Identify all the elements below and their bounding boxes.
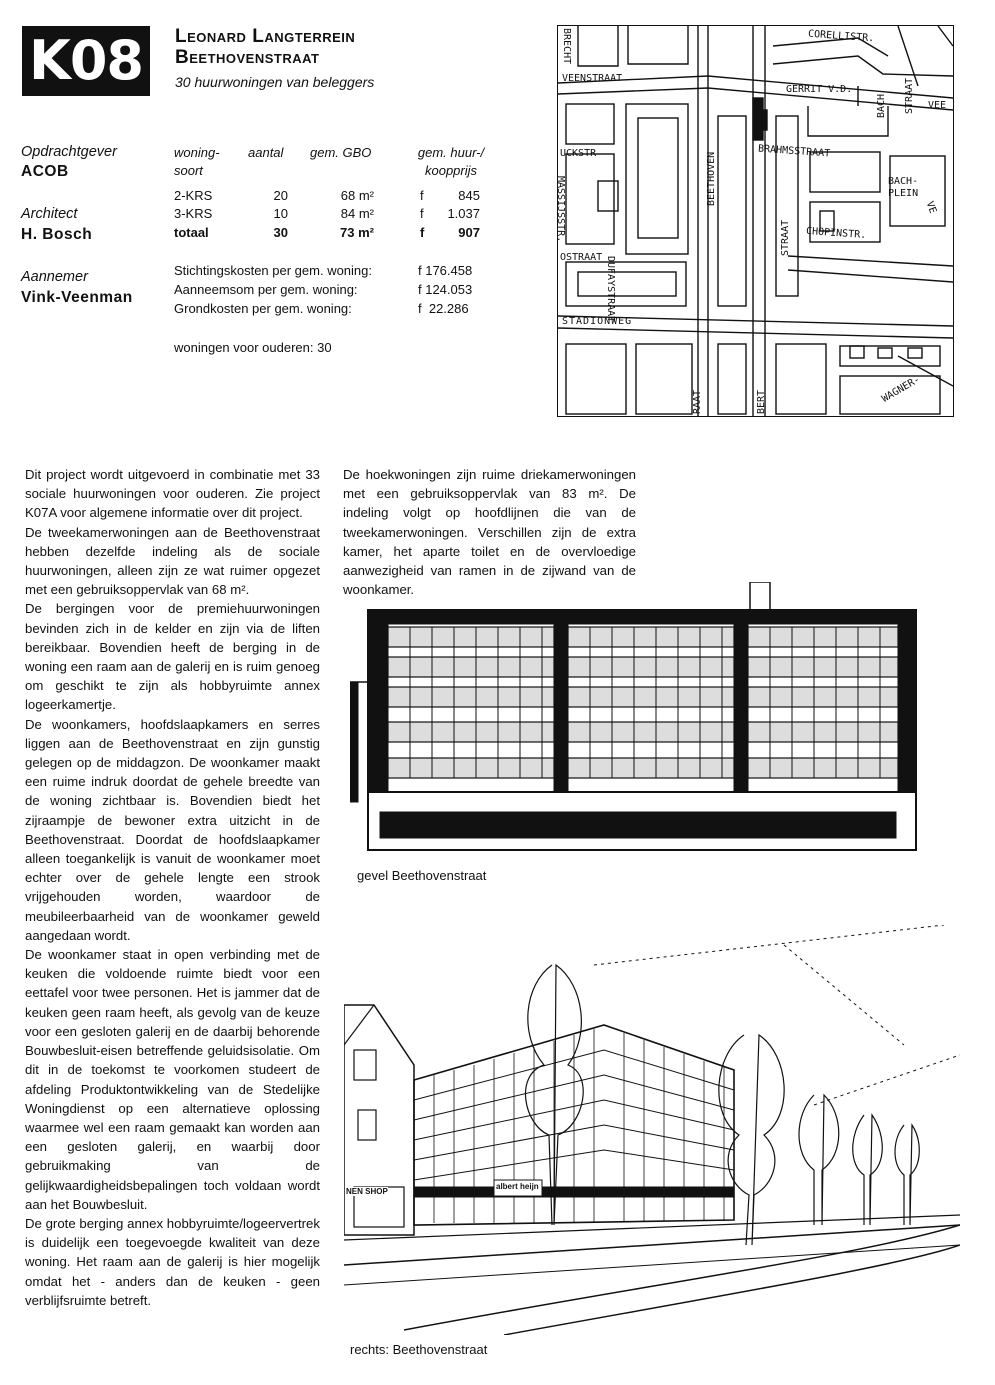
map-label-ve: VE: [923, 200, 939, 216]
row-area: 84 m²: [340, 206, 374, 221]
architect-name: H. Bosch: [21, 226, 93, 243]
map-label-raat: RAAT: [692, 389, 703, 414]
map-label-str: STRAAT: [780, 219, 791, 256]
map-label-corelli: CORELLISTR.: [807, 28, 875, 45]
row-rent: 845: [458, 188, 480, 203]
contractor-role: Aannemer: [21, 269, 88, 285]
site-map: [557, 25, 954, 417]
contractor-name: Vink-Veenman: [21, 289, 133, 306]
map-label-vee: VEE: [928, 100, 947, 111]
row-rent-total: 907: [458, 225, 480, 240]
body-paragraph: De bergingen voor de premiehuurwoningen bevinden zich in de kelder en zijn via de liften bereikbaar. Bovendien heeft de berging in de woning een raam aan de galerij en is ruim genoeg om geschikt te zijn als hobbyruimte annex logeerkamertje.: [25, 601, 320, 713]
row-rent: 1.037: [447, 206, 480, 221]
facade-drawing: [350, 582, 920, 857]
shop-sign-1: NEN SHOP: [346, 1187, 388, 1196]
cost-value: f 176.458: [418, 263, 473, 278]
row-type: 3-KRS: [174, 206, 213, 221]
map-label-bachplein-2: PLEIN: [888, 188, 919, 199]
map-label-chopin: CHOPINSTR.: [805, 225, 867, 242]
map-label-lock: UCKSTR: [560, 148, 597, 159]
body-column-2: [343, 465, 636, 599]
header-count: aantal: [248, 145, 284, 160]
map-label-beethoven: BEETHOVEN: [706, 151, 717, 206]
project-code-badge: K08: [22, 26, 150, 96]
row-type: 2-KRS: [174, 188, 213, 203]
map-label-dufay: DUFAYSTRAAT: [605, 256, 616, 323]
map-label-wagner: WAGNER-: [880, 374, 923, 405]
cost-label: Stichtingskosten per gem. woning:: [174, 263, 372, 278]
row-count: 10: [273, 206, 288, 221]
map-label-bert: BERT: [756, 389, 767, 414]
header-type: woning- soort: [174, 145, 220, 178]
perspective-drawing: [344, 925, 960, 1335]
map-label-stadionweg: STADIONWEG: [562, 316, 633, 327]
map-label-brecht: BRECHT: [561, 28, 572, 65]
title-line-1: Leonard Langterrein: [175, 26, 356, 47]
map-label-bachplein-1: BACH-: [888, 176, 919, 187]
architect-role: Architect: [21, 206, 78, 222]
row-area-total: 73 m²: [340, 225, 374, 240]
body-column-1: [25, 465, 320, 1310]
title-line-2: Beethovenstraat: [175, 47, 320, 68]
cost-label: Grondkosten per gem. woning:: [174, 301, 352, 316]
header-rent: gem. huur-/ koopprijs: [417, 145, 485, 178]
elderly-note: woningen voor ouderen: 30: [174, 340, 332, 355]
cost-value: f 22.286: [418, 301, 469, 316]
cost-label: Aanneemsom per gem. woning:: [174, 282, 358, 297]
client-role: Opdrachtgever: [21, 144, 117, 160]
cost-value: f 124.053: [418, 282, 473, 297]
body-paragraph: Dit project wordt uitgevoerd in combinatie met 33 sociale huurwoningen voor ouderen. Zie project K07A voor algemene informatie over dit project.: [25, 467, 320, 521]
map-label-gerrit: GERRIT V.D.: [786, 84, 853, 95]
map-label-brahms: BRAHMSSTRAAT: [757, 143, 831, 160]
row-currency: f: [420, 206, 424, 221]
body-paragraph: De grote berging annex hobbyruimte/logeervertrek is duidelijk een toegevoegde kwaliteit van deze woning. Het raam aan de galerij is hier mogelijk omdat het - anders dan de keuken - geen verblijfsruimte betreft.: [25, 1215, 320, 1308]
map-label-massijs: MASSIJSSTR.: [555, 176, 566, 243]
row-type-total: totaal: [174, 225, 209, 240]
row-area: 68 m²: [340, 188, 374, 203]
body-paragraph: De tweekamerwoningen aan de Beethovenstraat hebben dezelfde indeling als de sociale huurwoningen, alleen zijn ze wat ruimer opgezet met een gebruiksoppervlak van 68 m².: [25, 524, 320, 598]
row-currency-total: f: [420, 225, 425, 240]
page-subtitle: 30 huurwoningen van beleggers: [175, 74, 375, 90]
map-label-veenstraat: VEENSTRAAT: [562, 73, 623, 84]
client-name: ACOB: [21, 163, 69, 180]
map-label-straat: STRAAT: [904, 77, 915, 114]
header-area: gem. GBO: [310, 145, 372, 160]
row-count-total: 30: [273, 225, 288, 240]
row-currency: f: [420, 188, 424, 203]
map-label-bach: BACH: [876, 93, 887, 118]
page-title: [175, 26, 355, 68]
body-paragraph: De woonkamers, hoofdslaapkamers en serres liggen aan de Beethovenstraat en zijn gunstig gelegen op de middagzon. De woonkamer maakt een ruime indruk doordat de gehele breedte van de woning zichtbaar is. Bovendien biedt het zijraampje de bewoner extra uitzicht in de Beethovenstraat. Doordat de hoofdslaapkamer alleen toegankelijk is vanuit de woonkamer moet echter over de gehele lengte een strook vrijgehouden worden, waardoor de meubileerbaarheid van de woonkamer geweld aangedaan wordt.: [25, 716, 320, 943]
facade-caption: gevel Beethovenstraat: [357, 868, 487, 883]
body-paragraph: De hoekwoningen zijn ruime driekamerwoningen met een gebruiksoppervlak van 83 m². De indeling volgt op hoofdlijnen die van de tweekamerwoningen. Verschillen zijn de extra kamer, het aparte toilet en de overvloedige aanwezigheid van ramen in de zijwand van de woonkamer.: [343, 467, 636, 598]
shop-sign-2: albert heijn: [496, 1182, 539, 1191]
row-count: 20: [273, 188, 288, 203]
perspective-caption: rechts: Beethovenstraat: [350, 1342, 488, 1357]
map-label-ostraat: OSTRAAT: [560, 252, 603, 263]
body-paragraph: De woonkamer staat in open verbinding met de keuken die voldoende ruimte biedt voor een eettafel voor twee personen. Het is jammer dat de keuken geen raam heeft, als gevolg van de keuze voor een gesloten galerij en de daarbij behorende Bouwbesluit-eisen betreffende geluidsisolatie. Om dit in de toekomst te voorkomen studeert de afdeling Produktontwikkeling van de Stedelijke Woningdienst op een alternatieve oplossing waarmee wel een raam gemaakt kan worden aan een gesloten galerij, en waarbij door gebruikmaking van de gelijkwaardigheidsbepalingen toch voldaan wordt aan het Bouwbesluit.: [25, 947, 320, 1212]
